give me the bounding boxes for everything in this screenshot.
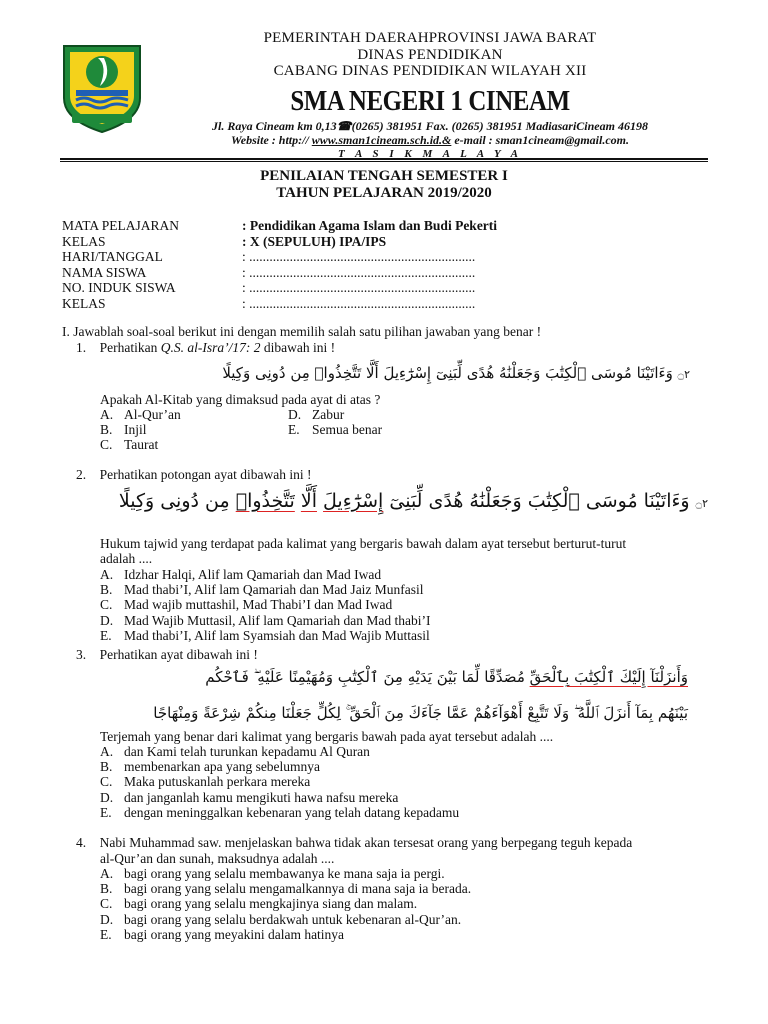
option-text: dengan meninggalkan kebenaran yang telah datang kepadamu: [124, 804, 460, 820]
arabic-underlined-word-2: أَلَّا: [300, 490, 317, 512]
answer-option[interactable]: [100, 759, 459, 774]
answer-option[interactable]: [100, 881, 471, 896]
question-4: [76, 835, 632, 851]
option-text: dan janganlah kamu mengikuti hawa nafsu mereka: [124, 789, 399, 805]
answer-option[interactable]: [100, 866, 471, 881]
arabic-verse-q1: [222, 364, 690, 382]
student-identity-table: [62, 218, 497, 311]
question-text: Perhatikan: [99, 340, 161, 355]
answer-option[interactable]: [100, 437, 181, 452]
answer-option[interactable]: [100, 927, 471, 942]
option-key: D.: [100, 612, 114, 628]
identity-label: HARI/TANGGAL: [62, 249, 163, 264]
ayah-number-icon: ۝٢: [695, 497, 708, 510]
option-text: Semua benar: [312, 422, 383, 438]
identity-row: [62, 280, 497, 296]
option-text: Zabur: [312, 407, 345, 422]
option-key: E.: [288, 422, 300, 438]
letterhead-department: DINAS PENDIDIKAN: [357, 46, 503, 63]
school-city: T A S I K M A L A Y A: [337, 147, 523, 160]
question-number: 3.: [76, 647, 87, 662]
identity-label: NO. INDUK SISWA: [62, 280, 176, 295]
identity-label: KELAS: [62, 295, 106, 311]
option-key: C.: [100, 437, 113, 453]
identity-row: [62, 234, 497, 250]
option-text: bagi orang yang meyakini dalam hatinya: [124, 926, 345, 942]
answer-option[interactable]: [100, 407, 181, 422]
option-key: A.: [100, 744, 114, 759]
question-3-stem: Terjemah yang benar dari kalimat yang bergaris bawah pada ayat tersebut adalah ....: [100, 729, 554, 744]
arabic-underlined-word-3: تَتَّخِذُوا۟: [235, 490, 295, 512]
question-1-options-left: [100, 407, 181, 453]
school-email: e-mail : sman1cineam@gmail.com.: [451, 132, 629, 147]
option-text: Mad thabi’I, Alif lam Syamsiah dan Mad Wajib Muttasil: [124, 627, 430, 643]
arabic-underlined-word-1: إِسْرَٰٓءِيلَ: [323, 490, 384, 512]
answer-option[interactable]: [100, 805, 459, 820]
answer-option[interactable]: [100, 790, 459, 805]
option-key: C.: [100, 774, 113, 790]
question-4-options: [100, 866, 471, 942]
identity-value: : Pendidikan Agama Islam dan Budi Pekerti: [242, 218, 498, 233]
option-text: bagi orang yang selalu membawanya ke mana saja ia pergi.: [124, 866, 445, 881]
arabic-verse-q3-line1: [205, 668, 688, 686]
letterhead-divider-thin: [60, 161, 708, 162]
answer-option[interactable]: [100, 582, 430, 597]
question-2: [76, 467, 311, 483]
website-link[interactable]: www.sman1cineam.sch.id.&: [311, 132, 452, 147]
answer-option[interactable]: [100, 567, 430, 582]
option-key: B.: [100, 582, 113, 598]
arabic-underlined-phrase: وَأَنزَلْنَآ إِلَيْكَ ٱلْكِتَٰبَ بِٱلْحَقِّ: [529, 668, 688, 686]
question-4-stem-line2: al-Qur’an dan sunah, maksudnya adalah ....: [100, 851, 335, 866]
option-text: Taurat: [124, 437, 159, 453]
letterhead-government: PEMERINTAH DAERAHPROVINSI JAWA BARAT: [263, 30, 597, 46]
question-3-options: [100, 744, 459, 820]
option-key: B.: [100, 881, 113, 897]
identity-value-blank[interactable]: : ...................................................................: [242, 264, 476, 280]
option-key: A.: [100, 407, 114, 422]
arabic-verse-q2: [119, 490, 708, 512]
option-text: Mad thabi’I, Alif lam Qamariah dan Mad Jaiz Munfasil: [124, 582, 424, 598]
provincial-emblem-logo: [54, 40, 150, 136]
question-number: 1.: [76, 340, 87, 355]
arabic-text: وَءَاتَيْنَا مُوسَى ٱلْكِتَٰبَ وَجَعَلْنَٰهُ هُدًى لِّبَنِىٓ إِسْرَٰٓءِيلَ أَلَّا تَتَّخِذُوا۟ مِن دُونِى وَكِيلًا: [222, 364, 673, 382]
identity-row: [62, 296, 497, 312]
identity-row: [62, 218, 497, 234]
option-key: C.: [100, 896, 113, 912]
identity-label: MATA PELAJARAN: [62, 218, 180, 233]
arabic-text-part: مِن دُونِى وَكِيلًا: [118, 490, 236, 512]
identity-row: [62, 249, 497, 265]
exam-title-line2: TAHUN PELAJARAN 2019/2020: [276, 185, 492, 201]
school-website-line: [170, 133, 690, 147]
letterhead-divider: [60, 158, 708, 160]
answer-option[interactable]: [100, 613, 430, 628]
section-instruction: I. Jawablah soal-soal berikut ini dengan memilih salah satu pilihan jawaban yang benar !: [62, 324, 542, 339]
ayah-number-icon: ۝٢: [677, 368, 690, 381]
option-text: Mad wajib muttashil, Mad Thabi’I dan Mad Iwad: [124, 597, 393, 613]
answer-option[interactable]: [100, 774, 459, 789]
option-key: E.: [100, 627, 112, 643]
letterhead-branch: CABANG DINAS PENDIDIKAN WILAYAH XII: [273, 63, 587, 79]
exam-title-line1: PENILAIAN TENGAH SEMESTER I: [260, 168, 508, 184]
identity-value-blank[interactable]: : ...................................................................: [242, 295, 476, 311]
question-text: Perhatikan ayat dibawah ini !: [99, 647, 258, 662]
arabic-verse-q3-line2: بَيْنَهُم بِمَآ أَنزَلَ ٱللَّهُ ۖ وَلَا تَتَّبِعْ أَهْوَآءَهُمْ عَمَّا جَآءَكَ مِنَ ٱلْحَقِّ ۚ لِكُلٍّ جَعَلْنَا مِنكُمْ شِرْعَةً وَمِنْهَاجًا: [153, 704, 688, 722]
answer-option[interactable]: [288, 407, 382, 422]
identity-value: : X (SEPULUH) IPA/IPS: [242, 233, 387, 249]
arabic-text: مُصَدِّقًا لِّمَا بَيْنَ يَدَيْهِ مِنَ ٱلْكِتَٰبِ وَمُهَيْمِنًا عَلَيْهِ ۖ فَٱحْكُم: [205, 668, 530, 686]
question-3: [76, 647, 258, 663]
option-text: bagi orang yang selalu mengkajinya siang dan malam.: [124, 896, 418, 912]
option-text: Mad Wajib Muttasil, Alif lam Qamariah dan Mad thabi’I: [124, 612, 431, 628]
school-address: Jl. Raya Cineam km 0,13☎(0265) 381951 Fax. (0265) 381951 MadiasariCineam 46198: [212, 118, 648, 133]
option-text: Injil: [124, 422, 147, 438]
option-key: A.: [100, 866, 114, 881]
identity-value-blank[interactable]: : ...................................................................: [242, 280, 476, 295]
exam-title: [0, 168, 768, 202]
option-key: C.: [100, 597, 113, 613]
question-2-stem-line1: Hukum tajwid yang terdapat pada kalimat yang bergaris bawah dalam ayat tersebut berturut-turut: [100, 536, 627, 551]
answer-option[interactable]: [100, 896, 471, 911]
option-key: B.: [100, 759, 113, 775]
option-text: bagi orang yang selalu berdakwah untuk kebenaran al-Qur’an.: [124, 911, 462, 927]
question-1-stem: Apakah Al-Kitab yang dimaksud pada ayat di atas ?: [100, 392, 381, 407]
answer-option[interactable]: [100, 597, 430, 612]
identity-value-blank[interactable]: : ...................................................................: [242, 249, 476, 264]
question-number: 2.: [76, 467, 87, 482]
website-prefix: Website : http://: [231, 132, 312, 147]
identity-row: [62, 265, 497, 281]
option-key: D.: [100, 911, 114, 927]
question-1: [76, 340, 335, 356]
surah-reference: Q.S. al-Isra’/17: 2: [160, 340, 261, 355]
arabic-text-part: وَءَاتَيْنَا مُوسَى ٱلْكِتَٰبَ وَجَعَلْنَٰهُ هُدًى لِّبَنِىٓ: [383, 490, 690, 512]
option-text: Maka putuskanlah perkara mereka: [124, 774, 311, 790]
option-key: D.: [100, 789, 114, 805]
answer-option[interactable]: [100, 628, 430, 643]
option-text: dan Kami telah turunkan kepadamu Al Quran: [124, 744, 370, 759]
option-text: Al-Qur’an: [124, 407, 181, 422]
answer-option[interactable]: [288, 422, 382, 437]
school-name: SMA NEGERI 1 CINEAM: [290, 84, 570, 117]
option-key: B.: [100, 422, 113, 438]
option-key: E.: [100, 804, 112, 820]
option-key: E.: [100, 926, 112, 942]
option-text: Idzhar Halqi, Alif lam Qamariah dan Mad Iwad: [124, 567, 382, 582]
answer-option[interactable]: [100, 912, 471, 927]
question-number: 4.: [76, 835, 87, 850]
option-key: D.: [288, 407, 302, 422]
question-text: Nabi Muhammad saw. menjelaskan bahwa tidak akan tersesat orang yang berpegang teguh kepada: [99, 835, 633, 850]
option-key: A.: [100, 567, 114, 582]
question-1-options-right: [288, 407, 382, 437]
option-text: membenarkan apa yang sebelumnya: [124, 759, 321, 775]
letterhead: [170, 30, 690, 161]
option-text: bagi orang yang selalu mengamalkannya di mana saja ia berada.: [124, 881, 472, 897]
question-2-stem-line2: adalah ....: [100, 551, 153, 566]
question-text: Perhatikan potongan ayat dibawah ini !: [99, 467, 312, 482]
question-text-suffix: dibawah ini !: [260, 340, 336, 355]
question-2-options: [100, 567, 430, 643]
identity-label: NAMA SISWA: [62, 264, 147, 280]
answer-option[interactable]: [100, 422, 181, 437]
identity-label: KELAS: [62, 233, 106, 249]
answer-option[interactable]: [100, 744, 459, 759]
